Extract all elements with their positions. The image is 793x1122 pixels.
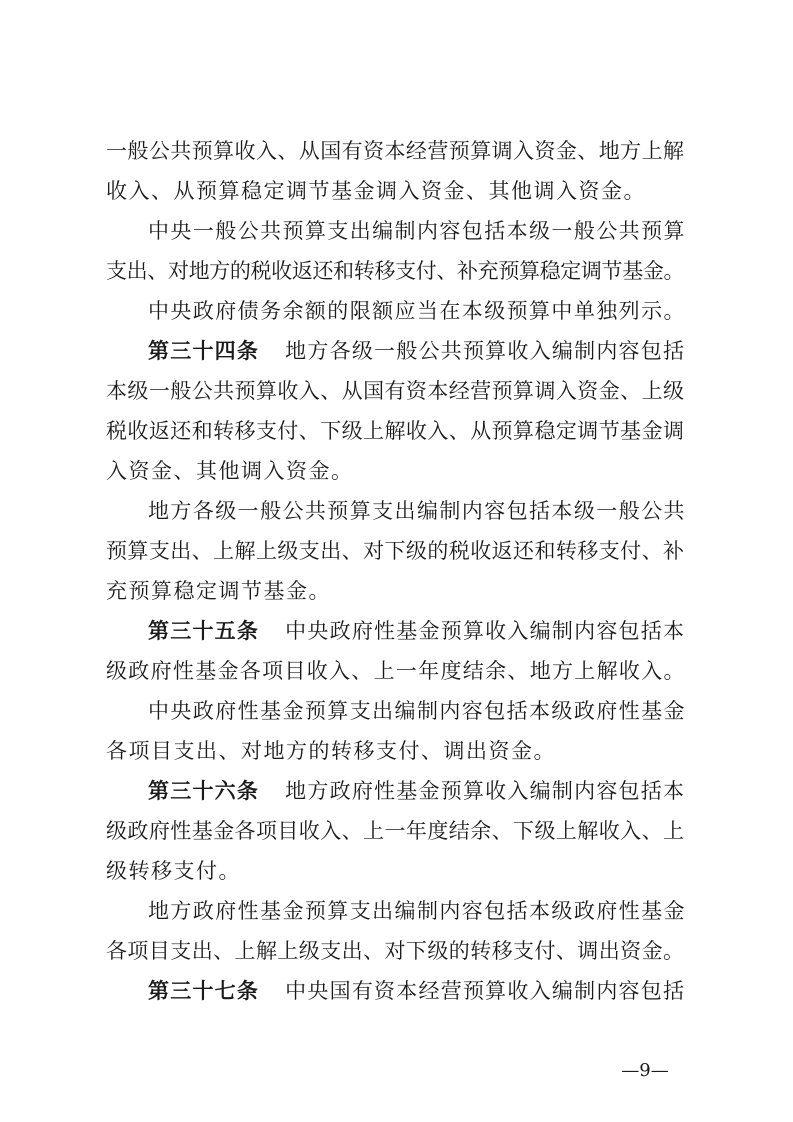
text-line [106, 931, 686, 971]
text-line [106, 811, 686, 851]
line-text: 收入、从预算稳定调节基金调入资金、其他调入资金。 [106, 179, 646, 203]
paragraph-start [148, 491, 686, 531]
text-line [106, 171, 686, 211]
line-text: 级政府性基金各项目收入、上一年度结余、下级上解收入、上 [106, 819, 685, 843]
line-text: 中央政府债务余额的限额应当在本级预算中单独列示。 [148, 299, 686, 323]
line-text: 地方政府性基金预算收入编制内容包括本 [285, 779, 686, 803]
line-text: 地方各级一般公共预算收入编制内容包括 [285, 339, 686, 363]
line-text: 中央国有资本经营预算收入编制内容包括 [285, 979, 686, 1003]
text-line [106, 571, 686, 611]
text-line [106, 651, 686, 691]
text-line [106, 731, 686, 771]
text-line [106, 851, 686, 891]
line-text: 中央政府性基金预算收入编制内容包括本 [285, 619, 686, 643]
line-text: 级转移支付。 [106, 859, 241, 883]
line-text: 入资金、其他调入资金。 [106, 459, 354, 483]
article-36-heading [148, 771, 686, 811]
line-text: 充预算稳定调节基金。 [106, 579, 331, 603]
text-line [106, 251, 686, 291]
article-number: 第三十四条 [148, 339, 260, 363]
paragraph-start [148, 291, 686, 331]
line-text: 中央一般公共预算支出编制内容包括本级一般公共预算 [148, 219, 686, 243]
line-text: 税收返还和转移支付、下级上解收入、从预算稳定调节基金调 [106, 419, 685, 443]
text-line [106, 531, 686, 571]
line-text: 中央政府性基金预算支出编制内容包括本级政府性基金 [148, 699, 686, 723]
article-35-heading [148, 611, 686, 651]
line-text: 一般公共预算收入、从国有资本经营预算调入资金、地方上解 [106, 139, 685, 163]
line-text: 各项目支出、上解上级支出、对下级的转移支付、调出资金。 [106, 939, 685, 963]
article-34-heading [148, 331, 686, 371]
text-line [106, 451, 686, 491]
line-text: 地方政府性基金预算支出编制内容包括本级政府性基金 [148, 899, 686, 923]
paragraph-start [148, 211, 686, 251]
line-text: 级政府性基金各项目收入、上一年度结余、地方上解收入。 [106, 659, 686, 683]
line-text: 支出、对地方的税收返还和转移支付、补充预算稳定调节基金。 [106, 259, 685, 283]
line-text: 本级一般公共预算收入、从国有资本经营预算调入资金、上级 [106, 379, 685, 403]
article-number: 第三十五条 [148, 619, 260, 643]
text-line [106, 371, 686, 411]
article-number: 第三十六条 [148, 779, 260, 803]
text-line [106, 411, 686, 451]
article-37-heading [148, 971, 686, 1011]
text-line [106, 131, 686, 171]
line-text: 各项目支出、对地方的转移支付、调出资金。 [106, 739, 556, 763]
article-number: 第三十七条 [148, 979, 260, 1003]
paragraph-start [148, 691, 686, 731]
paragraph-start [148, 891, 686, 931]
line-text: 预算支出、上解上级支出、对下级的税收返还和转移支付、补 [106, 539, 685, 563]
line-text: 地方各级一般公共预算支出编制内容包括本级一般公共 [148, 499, 686, 523]
page-number: —9— [621, 1060, 669, 1081]
